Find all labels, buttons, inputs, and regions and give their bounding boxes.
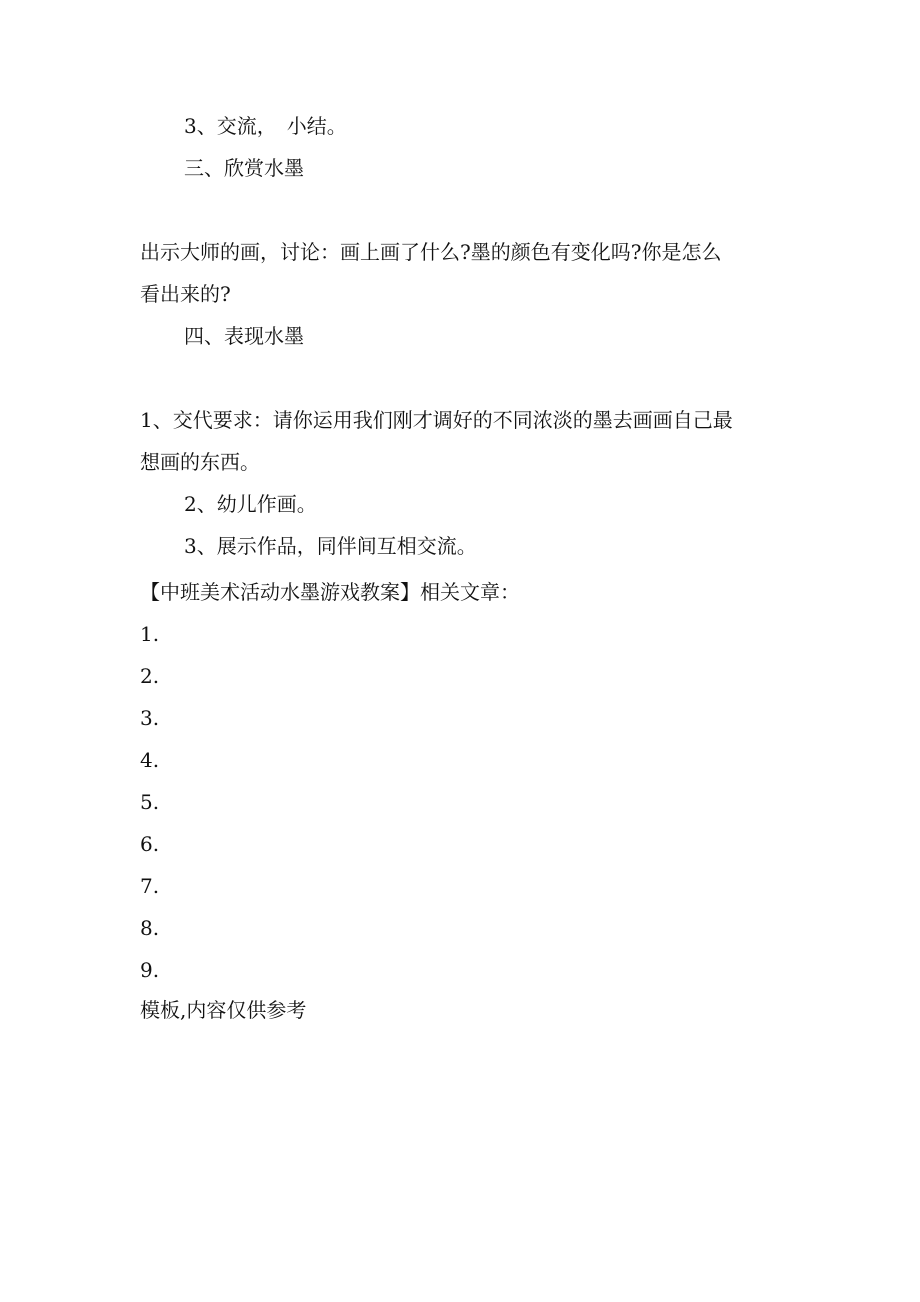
step-show-works: 3、展示作品，同伴间互相交流。 bbox=[184, 534, 477, 558]
related-item-3: 3. bbox=[140, 706, 160, 730]
paragraph-show-master-painting-cont: 看出来的? bbox=[140, 282, 231, 306]
related-item-7: 7. bbox=[140, 874, 160, 898]
section-heading-appreciate-ink: 三、欣赏水墨 bbox=[184, 156, 304, 180]
step-exchange-summary: 3、交流， 小结。 bbox=[184, 114, 347, 138]
footer-note: 模板,内容仅供参考 bbox=[140, 998, 307, 1022]
related-articles-heading: 【中班美术活动水墨游戏教案】相关文章： bbox=[140, 580, 520, 604]
section-heading-express-ink: 四、表现水墨 bbox=[184, 324, 304, 348]
step-give-requirements-cont: 想画的东西。 bbox=[140, 450, 260, 474]
related-item-4: 4. bbox=[140, 748, 160, 772]
step-give-requirements: 1、交代要求：请你运用我们刚才调好的不同浓淡的墨去画画自己最 bbox=[140, 408, 733, 432]
related-item-6: 6. bbox=[140, 832, 160, 856]
paragraph-show-master-painting: 出示大师的画，讨论：画上画了什么?墨的颜色有变化吗?你是怎么 bbox=[140, 240, 722, 264]
related-item-2: 2. bbox=[140, 664, 160, 688]
related-item-8: 8. bbox=[140, 916, 160, 940]
related-item-5: 5. bbox=[140, 790, 160, 814]
step-children-paint: 2、幼儿作画。 bbox=[184, 492, 317, 516]
related-item-1: 1. bbox=[140, 622, 160, 646]
related-item-9: 9. bbox=[140, 958, 160, 982]
